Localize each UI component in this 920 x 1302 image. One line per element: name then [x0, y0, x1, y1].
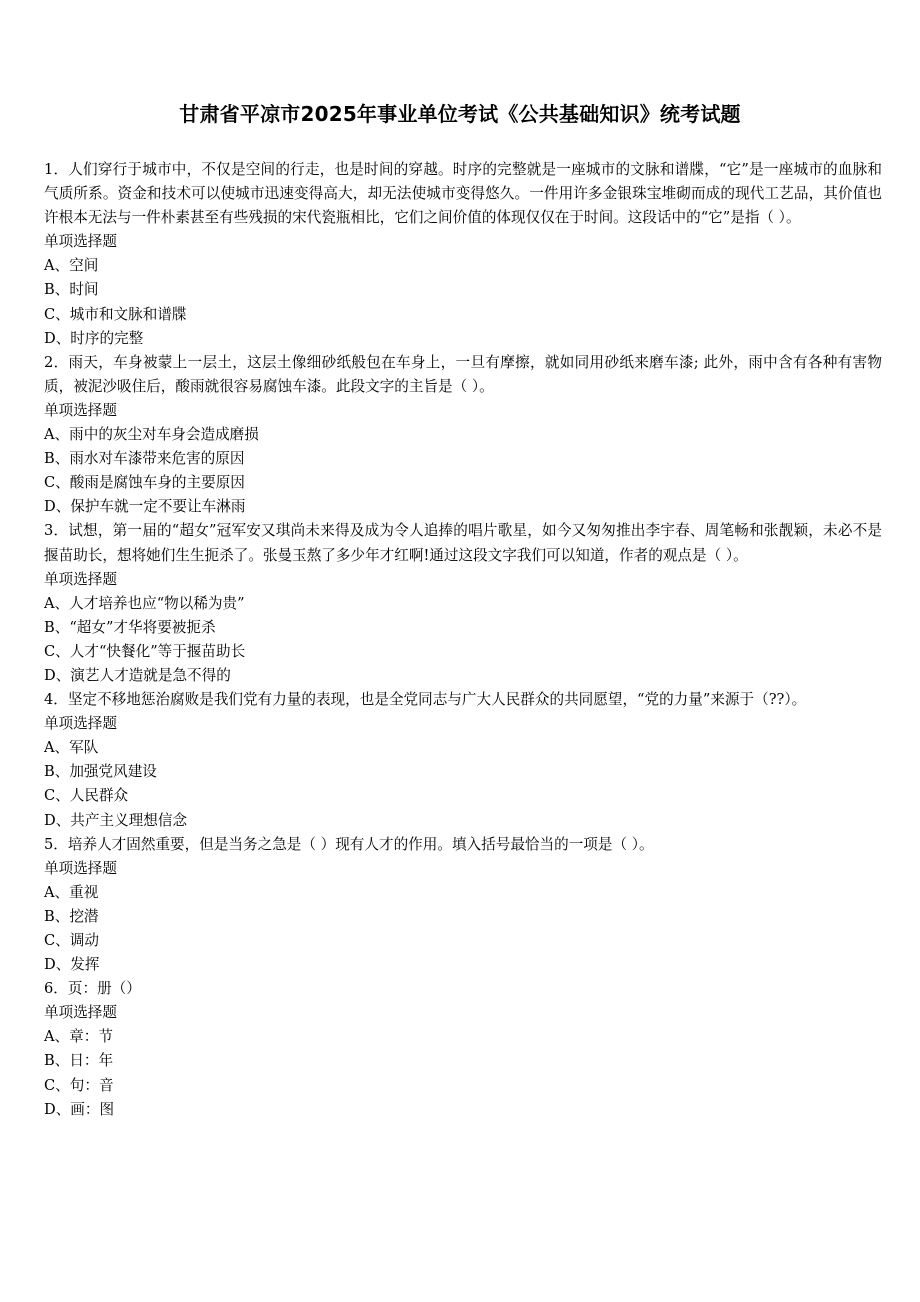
question-list: [44, 158, 882, 1122]
question-type-label: 单项选择题: [44, 570, 117, 588]
option-b: B、时间: [44, 281, 99, 299]
option-a: A、军队: [44, 739, 99, 757]
option-d: D、演艺人才造就是急不得的: [44, 666, 231, 684]
question-type-label: 单项选择题: [44, 233, 117, 251]
question-type-label: 单项选择题: [44, 1004, 117, 1022]
option-b: B、挖潜: [44, 907, 99, 925]
option-b: B、雨水对车漆带来危害的原因: [44, 450, 245, 468]
option-a: A、雨中的灰尘对车身会造成磨损: [44, 426, 259, 444]
option-a: A、人才培养也应“物以稀为贵”: [44, 594, 245, 612]
option-d: D、保护车就一定不要让车淋雨: [44, 498, 246, 516]
option-a: A、章：节: [44, 1028, 113, 1046]
option-c: C、酸雨是腐蚀车身的主要原因: [44, 474, 245, 492]
question-1: [44, 158, 882, 351]
option-b: B、日：年: [44, 1052, 114, 1070]
option-d: D、共产主义理想信念: [44, 811, 188, 829]
option-c: C、人才“快餐化”等于揠苗助长: [44, 642, 246, 660]
question-text: 2．雨天，车身被蒙上一层土，这层土像细砂纸般包在车身上，一旦有摩擦，就如同用砂纸来磨车漆; 此外，雨中含有各种有害物质，被泥沙吸住后，酸雨就很容易腐蚀车漆。此段文字的主旨是（ ）。: [44, 353, 882, 395]
option-c: C、调动: [44, 932, 99, 949]
question-6: [44, 977, 882, 1122]
question-text: 5．培养人才固然重要，但是当务之急是（ ）现有人才的作用。填入括号最恰当的一项是（ ）。: [44, 835, 654, 853]
question-type-label: 单项选择题: [44, 859, 117, 877]
question-3: [44, 519, 882, 688]
option-c: C、人民群众: [44, 787, 129, 805]
option-b: B、“超女”才华将要被扼杀: [44, 618, 216, 636]
option-a: A、重视: [44, 883, 99, 901]
option-b: B、加强党风建设: [44, 763, 157, 781]
page-title: 甘肃省平凉市2025年事业单位考试《公共基础知识》统考试题: [179, 102, 741, 126]
question-text: 4．坚定不移地惩治腐败是我们党有力量的表现，也是全党同志与广大人民群众的共同愿望，“党的力量”来源于（??）。: [44, 691, 807, 709]
question-text: 3．试想，第一届的“超女”冠军安又琪尚未来得及成为令人追捧的唱片歌星，如今又匆匆推出李宇春、周笔畅和张靓颖，未必不是揠苗助长，想将她们生生扼杀了。张曼玉熬了多少年才红啊!通过这段文字我们可以知道，作者的观点是（ ）。: [44, 522, 882, 564]
question-type-label: 单项选择题: [44, 715, 117, 733]
question-4: [44, 688, 882, 833]
option-a: A、空间: [44, 257, 99, 275]
question-text: 1．人们穿行于城市中，不仅是空间的行走，也是时间的穿越。时序的完整就是一座城市的文脉和谱牒，“它”是一座城市的血脉和气质所系。资金和技术可以使城市迅速变得高大，却无法使城市变得悠久。一件用许多金银珠宝堆砌而成的现代工艺品，其价值也许根本无法与一件朴素甚至有些残损的宋代瓷瓶相比，它们之间价值的体现仅仅在于时间。这段话中的“它”是指（ ）。: [44, 161, 882, 227]
question-type-label: 单项选择题: [44, 401, 117, 419]
question-2: [44, 351, 882, 520]
question-text: 6．页：册（）: [44, 980, 141, 998]
option-c: C、句：音: [44, 1076, 114, 1094]
option-d: D、发挥: [44, 956, 100, 974]
option-c: C、城市和文脉和谱牒: [44, 305, 187, 323]
option-d: D、画：图: [44, 1100, 115, 1118]
question-5: [44, 833, 882, 978]
option-d: D、时序的完整: [44, 329, 144, 347]
